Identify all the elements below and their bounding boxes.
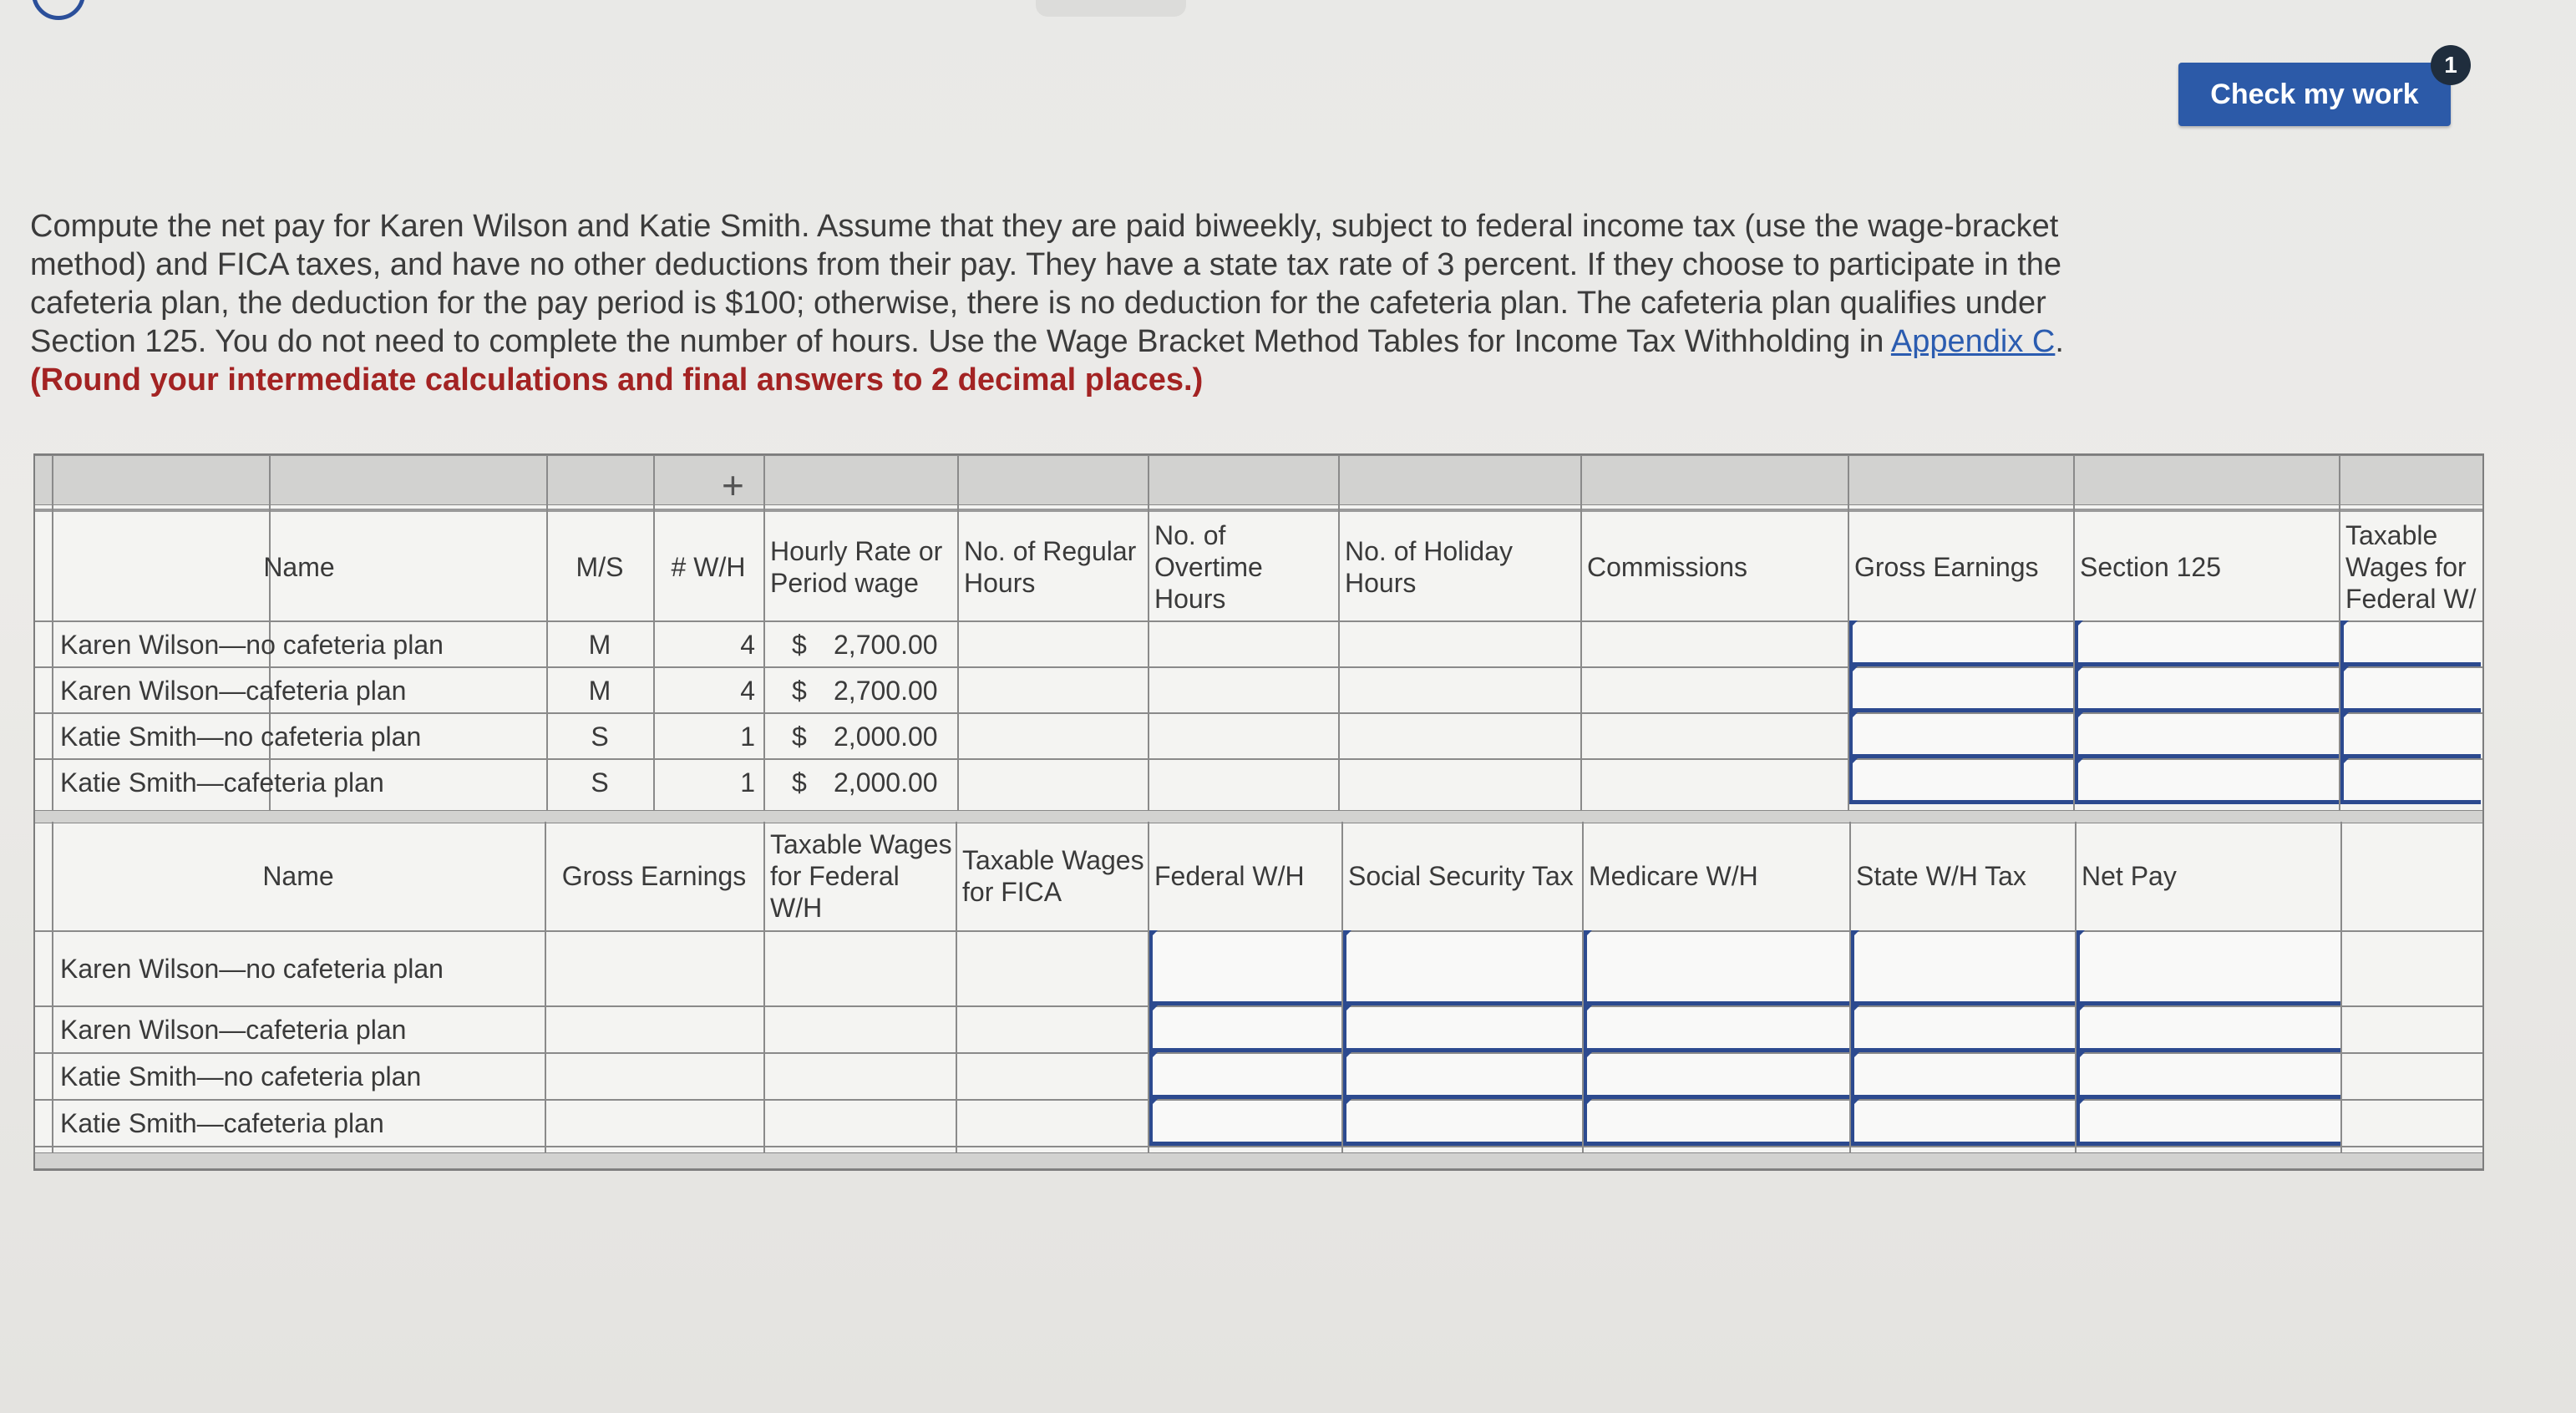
taxable-federal-input[interactable]	[2340, 622, 2481, 666]
medicare-input[interactable]	[1584, 932, 1849, 1005]
t1-header-commissions: Commissions	[1587, 552, 1748, 582]
progress-ring-icon	[32, 0, 85, 20]
t1-header-hourly-rate: Hourly Rate or Period wage	[770, 536, 943, 598]
payroll-worksheet	[33, 453, 2484, 1171]
t2-header-gross-earnings: Gross Earnings	[561, 861, 747, 891]
net-pay-input[interactable]	[2077, 1101, 2340, 1146]
t2-header-net-pay: Net Pay	[2082, 861, 2177, 891]
top-tab	[1036, 0, 1186, 17]
currency-symbol: $	[792, 630, 807, 660]
t2-header-taxable-fica: Taxable Wages for FICA	[962, 845, 1144, 907]
t1-header-ms: M/S	[576, 552, 624, 582]
federal-wh-input[interactable]	[1149, 932, 1341, 1005]
social-security-input[interactable]	[1343, 1101, 1582, 1146]
t1-row-ms: S	[591, 722, 609, 752]
t1-row-wh: 4	[740, 676, 755, 706]
gross-earnings-input[interactable]	[1849, 668, 2073, 712]
t2-row-name: Katie Smith—cafeteria plan	[60, 1108, 384, 1138]
t1-row-wh: 1	[740, 722, 755, 752]
resize-plus-icon[interactable]: +	[722, 463, 744, 507]
t2-header-social-security: Social Security Tax	[1348, 861, 1574, 891]
t1-row-name: Karen Wilson—no cafeteria plan	[60, 630, 444, 660]
t1-row-name: Katie Smith—cafeteria plan	[60, 767, 384, 798]
state-wh-input[interactable]	[1851, 932, 2075, 1005]
check-count-badge: 1	[2431, 45, 2471, 85]
t2-header-state-wh: State W/H Tax	[1856, 861, 2026, 891]
t1-row-ms: M	[588, 676, 611, 706]
gross-earnings-input[interactable]	[1849, 622, 2073, 666]
t1-row-wh: 4	[740, 630, 755, 660]
t1-header-section-125: Section 125	[2080, 552, 2222, 582]
currency-symbol: $	[792, 676, 807, 706]
t1-header-overtime-hours: No. of Overtime Hours	[1154, 520, 1263, 614]
section-125-input[interactable]	[2075, 714, 2339, 758]
section-125-input[interactable]	[2075, 760, 2339, 804]
gross-earnings-input[interactable]	[1849, 760, 2073, 804]
t1-row-ms: M	[588, 630, 611, 660]
t1-header-gross-earnings: Gross Earnings	[1854, 552, 2039, 582]
social-security-input[interactable]	[1343, 1007, 1582, 1052]
rate-value: 2,700.00	[834, 630, 938, 660]
t2-header-taxable-federal: Taxable Wages for Federal W/H	[770, 829, 952, 923]
net-pay-input[interactable]	[2077, 1007, 2340, 1052]
t1-row-name: Karen Wilson—cafeteria plan	[60, 676, 407, 706]
instructions-after-link: .	[2055, 324, 2064, 359]
t2-row-name: Karen Wilson—no cafeteria plan	[60, 954, 444, 984]
currency-symbol: $	[792, 722, 807, 752]
medicare-input[interactable]	[1584, 1101, 1849, 1146]
taxable-federal-input[interactable]	[2340, 760, 2481, 804]
net-pay-input[interactable]	[2077, 1054, 2340, 1099]
t2-header-medicare: Medicare W/H	[1589, 861, 1758, 891]
gross-earnings-input[interactable]	[1849, 714, 2073, 758]
t1-row-wh: 1	[740, 767, 755, 798]
t1-row-rate	[763, 622, 957, 667]
t1-header-regular-hours: No. of Regular Hours	[964, 536, 1137, 598]
medicare-input[interactable]	[1584, 1054, 1849, 1099]
rate-value: 2,700.00	[834, 676, 938, 706]
instructions	[30, 207, 2102, 399]
medicare-input[interactable]	[1584, 1007, 1849, 1052]
federal-wh-input[interactable]	[1149, 1054, 1341, 1099]
bottom-band	[35, 1152, 2482, 1169]
t1-row-rate	[763, 760, 957, 805]
taxable-federal-input[interactable]	[2340, 668, 2481, 712]
social-security-input[interactable]	[1343, 1054, 1582, 1099]
rate-value: 2,000.00	[834, 767, 938, 798]
rounding-note: (Round your intermediate calculations and final answers to 2 decimal places.)	[30, 362, 1204, 398]
t1-row-rate	[763, 668, 957, 713]
t1-header-taxable-federal: Taxable Wages for Federal W/	[2345, 520, 2477, 614]
federal-wh-input[interactable]	[1149, 1007, 1341, 1052]
state-wh-input[interactable]	[1851, 1054, 2075, 1099]
social-security-input[interactable]	[1343, 932, 1582, 1005]
appendix-c-link[interactable]: Appendix C	[1890, 324, 2056, 359]
rate-value: 2,000.00	[834, 722, 938, 752]
t1-header-holiday-hours: No. of Holiday Hours	[1345, 536, 1513, 598]
currency-symbol: $	[792, 767, 807, 798]
t2-row-name: Karen Wilson—cafeteria plan	[60, 1015, 407, 1045]
t2-header-name: Name	[262, 861, 334, 891]
taxable-federal-input[interactable]	[2340, 714, 2481, 758]
section-125-input[interactable]	[2075, 668, 2339, 712]
section-125-input[interactable]	[2075, 622, 2339, 666]
top-band	[35, 455, 2482, 505]
t1-row-rate	[763, 714, 957, 759]
instructions-text: Compute the net pay for Karen Wilson and Katie Smith. Assume that they are paid biweekly, subject to federal income tax (use the wage-bracket method) and FICA taxes, and have no other deductions from their pay. They have a state tax rate of 3 percent. If they choose to participate in the cafeteria plan, the deduction for the pay period is $100; otherwise, there is no deduction for the cafeteria plan. The cafeteria plan qualifies under Section 125. You do not need to complete the number of hours. Use the Wage Bracket Method Tables for Income Tax Withholding in	[30, 209, 2062, 359]
net-pay-input[interactable]	[2077, 932, 2340, 1005]
check-my-work-button[interactable]: Check my work	[2178, 63, 2451, 126]
t1-row-name: Katie Smith—no cafeteria plan	[60, 722, 422, 752]
state-wh-input[interactable]	[1851, 1101, 2075, 1146]
federal-wh-input[interactable]	[1149, 1101, 1341, 1146]
state-wh-input[interactable]	[1851, 1007, 2075, 1052]
t2-row-name: Katie Smith—no cafeteria plan	[60, 1061, 422, 1091]
t1-row-ms: S	[591, 767, 609, 798]
t1-header-name: Name	[263, 552, 335, 582]
t1-header-wh: # W/H	[671, 552, 746, 582]
t2-header-federal-wh: Federal W/H	[1154, 861, 1305, 891]
